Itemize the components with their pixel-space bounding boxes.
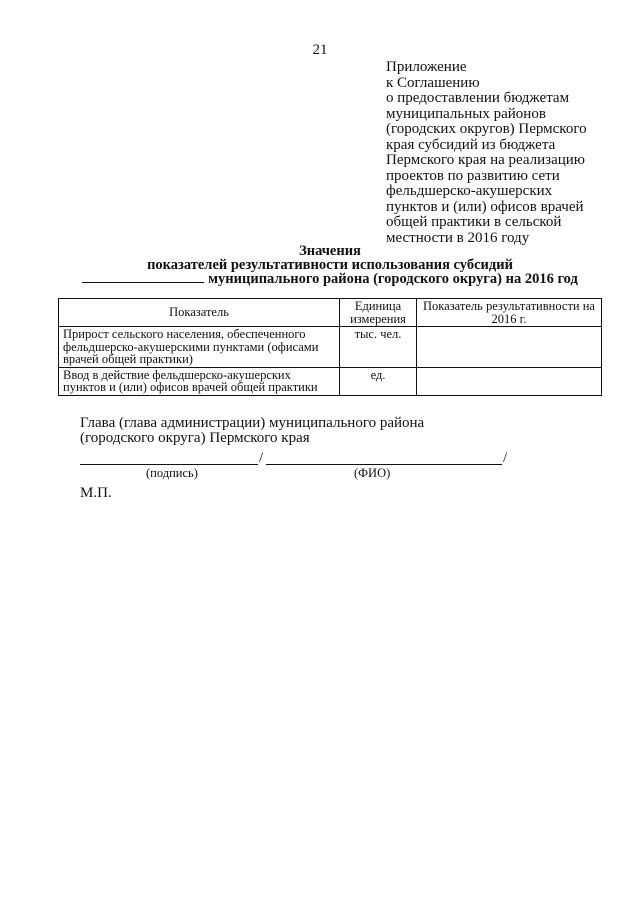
signature-blank <box>80 464 258 465</box>
appendix-line: пунктов и (или) офисов врачей <box>386 198 584 215</box>
appendix-line: муниципальных районов <box>386 105 546 122</box>
name-blank <box>266 464 502 465</box>
heading-subtitle: показателей результативности использования субсидий <box>147 257 513 273</box>
header-value: Показатель результативности на 2016 г. <box>417 299 602 327</box>
cell-indicator: Прирост сельского населения, обеспеченного фельдшерско-акушерскими пунктами (офисами врачей общей практики) <box>59 327 340 368</box>
appendix-line: общей практики в сельской <box>386 214 562 230</box>
caption-full-name: (ФИО) <box>354 466 391 480</box>
stamp-place: М.П. <box>80 485 112 501</box>
separator-slash: / <box>503 450 508 466</box>
appendix-line: Приложение <box>386 59 467 75</box>
appendix-line: местности в 2016 году <box>386 229 530 246</box>
appendix-line: края субсидий из бюджета <box>386 136 556 153</box>
heading-line3-text: муниципального района (городского округа) на 2016 год <box>208 271 578 287</box>
cell-unit: тыс. чел. <box>340 327 417 368</box>
appendix-line: Пермского края на реализацию <box>386 152 585 168</box>
blank-fill-line <box>82 272 204 283</box>
heading-title: Значения <box>299 243 361 259</box>
cell-value <box>417 327 602 368</box>
page-number: 21 <box>312 42 328 58</box>
separator-slash: / <box>259 450 264 466</box>
header-indicator: Показатель <box>59 299 340 327</box>
cell-unit: ед. <box>340 367 417 395</box>
table-header-row <box>59 299 602 327</box>
appendix-note <box>386 60 616 246</box>
table-row <box>59 367 602 395</box>
appendix-line: проектов по развитию сети <box>386 167 560 184</box>
signature-title-line1: Глава (глава администрации) муниципального района <box>80 415 425 431</box>
appendix-line: фельдшерско-акушерских <box>386 183 553 199</box>
heading-line3 <box>60 272 600 286</box>
caption-signature: (подпись) <box>146 466 198 480</box>
cell-indicator: Ввод в действие фельдшерско-акушерских пунктов и (или) офисов врачей общей практики <box>59 367 340 395</box>
cell-value <box>417 367 602 395</box>
appendix-line: о предоставлении бюджетам <box>386 90 570 106</box>
signature-title-line2: (городского округа) Пермского края <box>80 430 310 446</box>
signature-title <box>80 416 560 446</box>
header-unit: Единица измерения <box>340 299 417 327</box>
indicators-table <box>58 298 602 396</box>
table-row <box>59 327 602 368</box>
document-heading <box>60 244 600 286</box>
appendix-line: (городских округов) Пермского <box>386 121 587 137</box>
appendix-line: к Соглашению <box>386 74 480 91</box>
